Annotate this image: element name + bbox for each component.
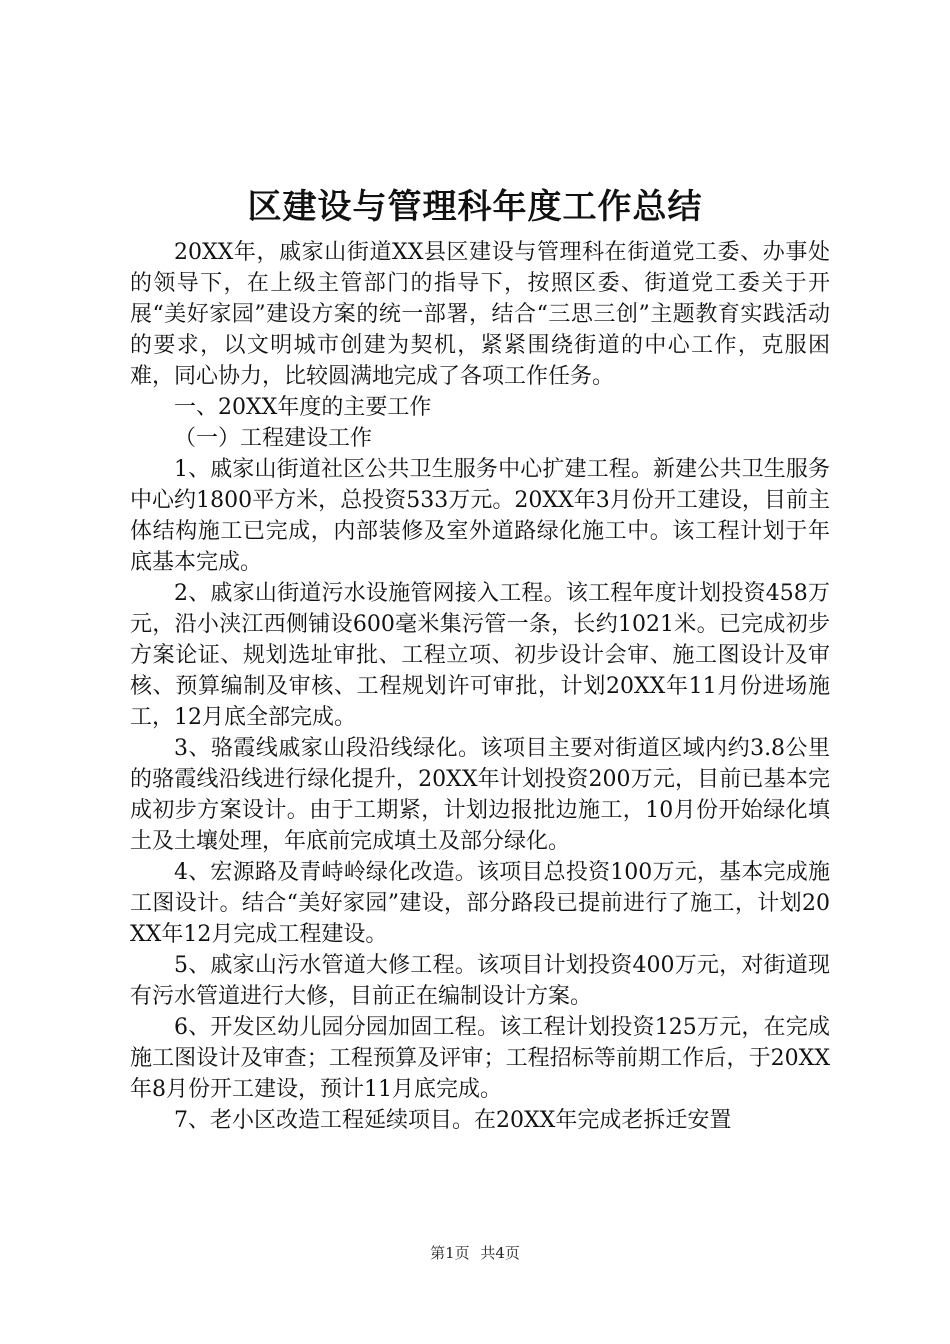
item-paragraph-6: 6、开发区幼儿园分园加固工程。该工程计划投资125万元，在完成施工图设计及审查；工程预算及评审；工程招标等前期工作后，于20XX年8月份开工建设，预计11月底完成。 <box>130 1015 830 1102</box>
page-number: 第1页 <box>430 1244 470 1262</box>
item-paragraph-5: 5、戚家山污水管道大修工程。该项目计划投资400万元，对街道现有污水管道进行大修，目前正在编制设计方案。 <box>130 953 830 1009</box>
section-heading: 一、20XX年度的主要工作 <box>174 395 432 420</box>
item-paragraph-3: 3、骆霞线戚家山段沿线绿化。该项目主要对街道区域内约3.8公里的骆霞线沿线进行绿化提升，20XX年计划投资200万元，目前已基本完成初步方案设计。由于工期紧，计划边报批边施工，10月份开始绿化填土及土壤处理，年底前完成填土及部分绿化。 <box>130 736 830 854</box>
item-paragraph-1: 1、戚家山街道社区公共卫生服务中心扩建工程。新建公共卫生服务中心约1800平方米，总投资533万元。20XX年3月份开工建设，目前主体结构施工已完成，内部装修及室外道路绿化施工中。该工程计划于年底基本完成。 <box>130 457 830 575</box>
page-total: 共4页 <box>480 1244 520 1262</box>
document-body <box>130 237 830 1136</box>
page-footer <box>0 1243 950 1263</box>
item-paragraph-2: 2、戚家山街道污水设施管网接入工程。该工程年度计划投资458万元，沿小浃江西侧铺设600毫米集污管一条，长约1021米。已完成初步方案论证、规划选址审批、工程立项、初步设计会审、施工图设计及审核、预算编制及审核、工程规划许可审批，计划20XX年11月份进场施工，12月底全部完成。 <box>130 581 830 730</box>
subsection-heading: （一）工程建设工作 <box>174 426 373 451</box>
intro-paragraph: 20XX年，戚家山街道XX县区建设与管理科在街道党工委、办事处的领导下，在上级主管部门的指导下，按照区委、街道党工委关于开展“美好家园”建设方案的统一部署，结合“三思三创”主题教育实践活动的要求，以文明城市创建为契机，紧紧围绕街道的中心工作，克服困难，同心协力，比较圆满地完成了各项工作任务。 <box>130 240 830 389</box>
document-title: 区建设与管理科年度工作总结 <box>247 187 703 227</box>
item-paragraph-4: 4、宏源路及青峙岭绿化改造。该项目总投资100万元，基本完成施工图设计。结合“美好家园”建设，部分路段已提前进行了施工，计划20XX年12月完成工程建设。 <box>130 860 830 947</box>
item-paragraph-7: 7、老小区改造工程延续项目。在20XX年完成老拆迁安置 <box>174 1108 732 1133</box>
